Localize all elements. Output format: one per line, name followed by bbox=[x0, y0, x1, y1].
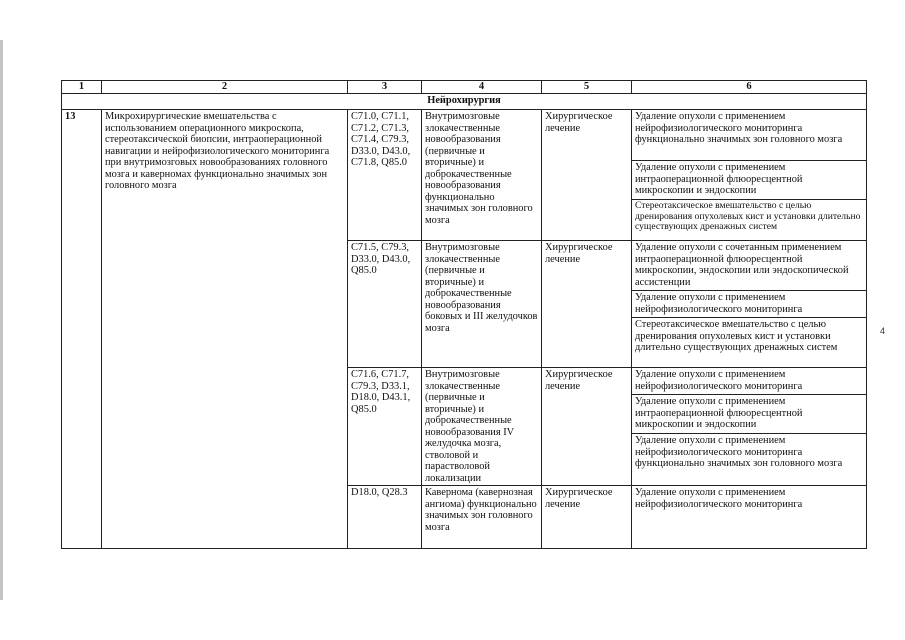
treatment-type: Хирургическое лечение bbox=[542, 368, 632, 486]
row-number: 13 bbox=[62, 110, 102, 549]
scan-edge bbox=[0, 40, 3, 600]
treatment-type: Хирургическое лечение bbox=[542, 110, 632, 241]
condition-description: Внутримозговые злокачественные новообразования (первичные и вторичные) и доброкачественные новообразования функционально значимых зон головного мозга bbox=[422, 110, 542, 241]
margin-mark: 4 bbox=[880, 326, 886, 336]
header-row bbox=[62, 81, 867, 94]
col-header-3: 3 bbox=[348, 81, 422, 94]
treatment-method: Удаление опухоли с применением нейрофизиологического мониторинга bbox=[632, 291, 867, 318]
treatment-method: Стереотаксическое вмешательство с целью дренирования опухолевых кист и установки длительно существующих дренажных систем bbox=[632, 200, 867, 241]
col-header-6: 6 bbox=[632, 81, 867, 94]
diagnosis-codes: C71.6, C71.7, C79.3, D33.1, D18.0, D43.1, Q85.0 bbox=[348, 368, 422, 486]
diagnosis-codes: C71.5, C79.3, D33.0, D43.0, Q85.0 bbox=[348, 241, 422, 368]
condition-description: Внутримозговые злокачественные (первичные и вторичные) и доброкачественные новообразования боковых и III желудочков мозга bbox=[422, 241, 542, 368]
service-name: Микрохирургические вмешательства с использованием операционного микроскопа, стереотаксической биопсии, интраоперационной навигации и нейрофизиологического мониторинга при внутримозговых новообразованиях головного мозга и каверномах функционально значимых зон головного мозга bbox=[102, 110, 348, 549]
col-header-2: 2 bbox=[102, 81, 348, 94]
treatment-type: Хирургическое лечение bbox=[542, 486, 632, 549]
treatment-method: Удаление опухоли с применением интраоперационной флюоресцентной микроскопии и эндоскопии bbox=[632, 161, 867, 200]
treatment-method: Удаление опухоли с применением нейрофизиологического мониторинга функционально значимых зон головного мозга bbox=[632, 110, 867, 161]
treatment-method: Удаление опухоли с применением нейрофизиологического мониторинга bbox=[632, 368, 867, 395]
treatment-method: Удаление опухоли с применением интраоперационной флюоресцентной микроскопии и эндоскопии bbox=[632, 395, 867, 434]
condition-description: Кавернома (кавернозная ангиома) функционально значимых зон головного мозга bbox=[422, 486, 542, 549]
condition-description: Внутримозговые злокачественные (первичные и вторичные) и доброкачественные новообразования IV желудочка мозга, стволовой и парастволовой локализации bbox=[422, 368, 542, 486]
col-header-1: 1 bbox=[62, 81, 102, 94]
treatment-type: Хирургическое лечение bbox=[542, 241, 632, 368]
medical-services-table bbox=[61, 80, 867, 549]
col-header-4: 4 bbox=[422, 81, 542, 94]
section-title: Нейрохирургия bbox=[62, 94, 867, 110]
treatment-method: Удаление опухоли с применением нейрофизиологического мониторинга функционально значимых зон головного мозга bbox=[632, 434, 867, 486]
treatment-method: Удаление опухоли с применением нейрофизиологического мониторинга bbox=[632, 486, 867, 549]
treatment-method: Стереотаксическое вмешательство с целью дренирования опухолевых кист и установки длительно существующих дренажных систем bbox=[632, 318, 867, 368]
table-row bbox=[62, 110, 867, 161]
diagnosis-codes: D18.0, Q28.3 bbox=[348, 486, 422, 549]
diagnosis-codes: C71.0, C71.1, C71.2, C71.3, C71.4, C79.3, D33.0, D43.0, C71.8, Q85.0 bbox=[348, 110, 422, 241]
treatment-method: Удаление опухоли с сочетанным применением интраоперационной флюоресцентной микроскопии, эндоскопии или эндоскопической ассистенции bbox=[632, 241, 867, 291]
section-row bbox=[62, 94, 867, 110]
col-header-5: 5 bbox=[542, 81, 632, 94]
